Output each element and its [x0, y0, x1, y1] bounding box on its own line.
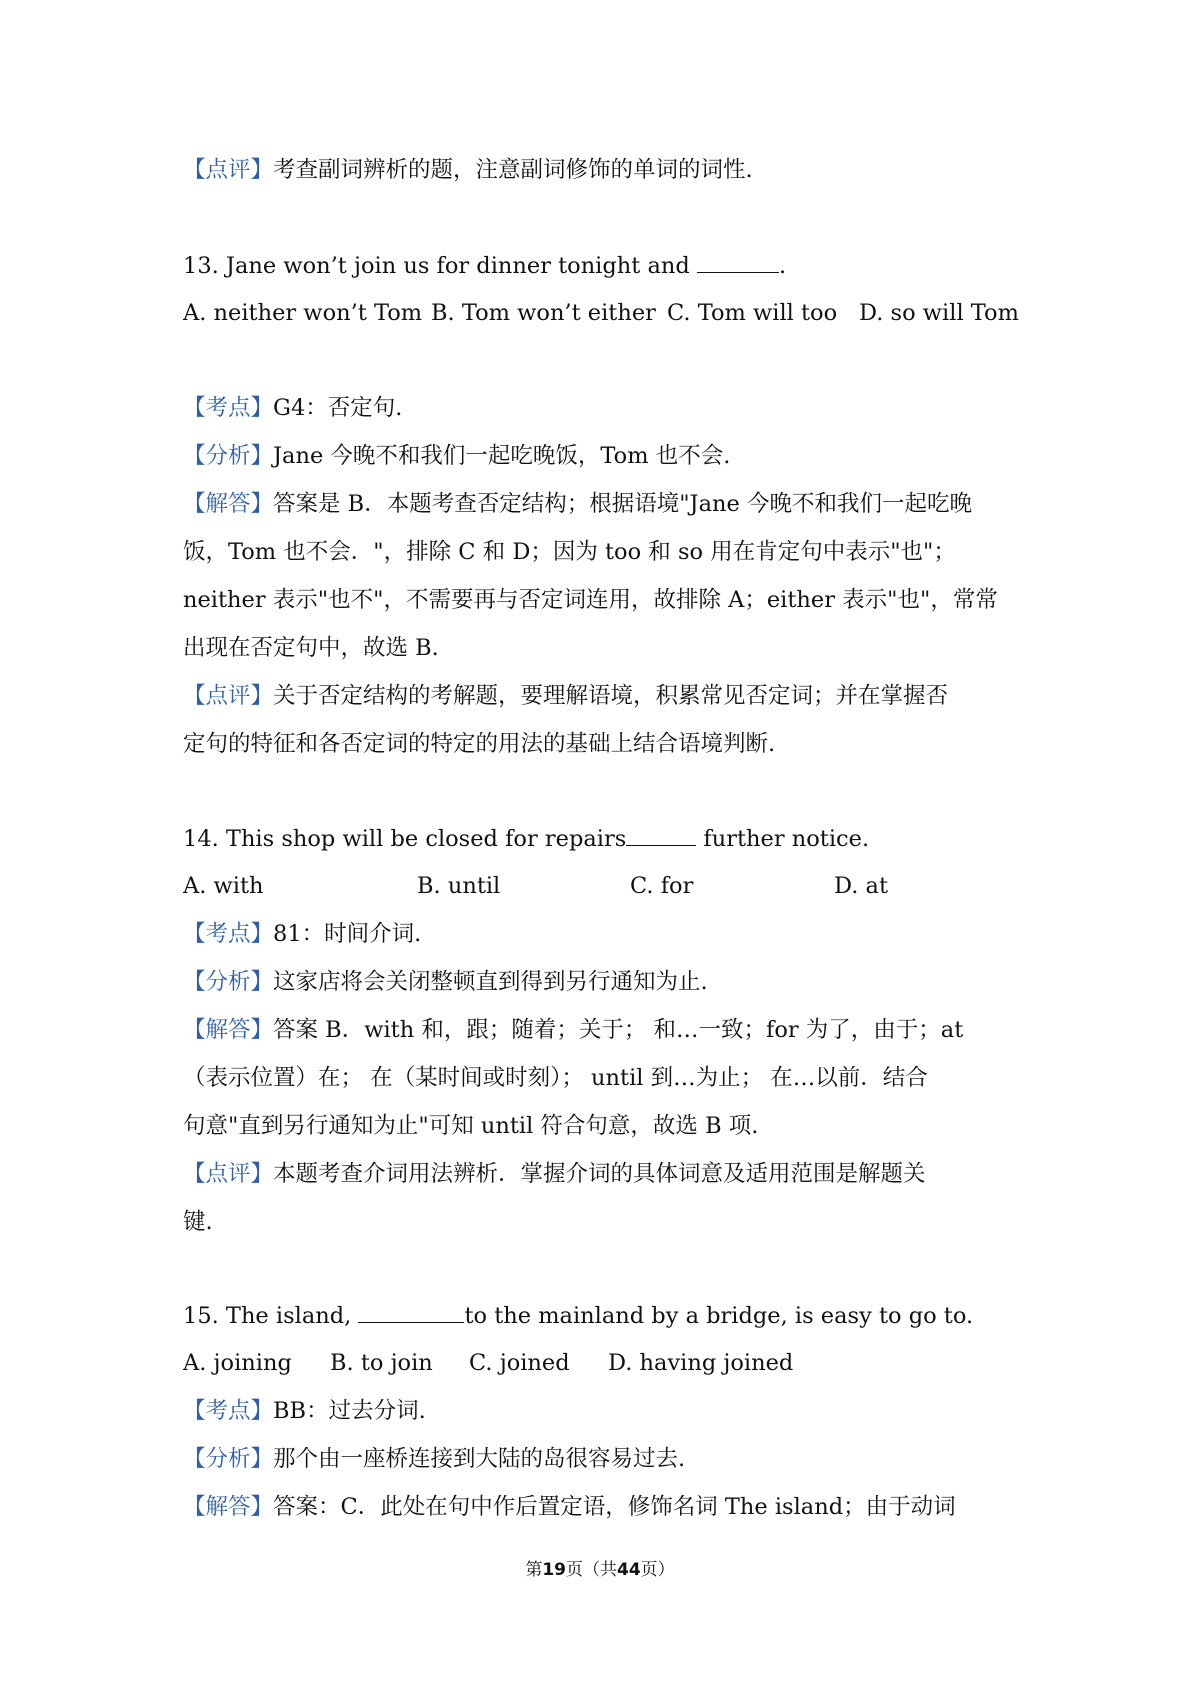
option-a: A. with — [183, 873, 264, 899]
question-14-stem — [183, 823, 869, 854]
dianping-text: 关于否定结构的考解题，要理解语境，积累常见否定词；并在掌握否 — [273, 683, 949, 709]
kaodian-tag: 【考点】 — [183, 921, 274, 947]
answer-blank — [358, 1300, 464, 1323]
option-b: B. to join — [330, 1350, 433, 1376]
jieda-text: 答案：C．此处在句中作后置定语，修饰名词 The island；由于动词 — [273, 1494, 956, 1520]
fenxi-line — [183, 1444, 685, 1474]
option-a: A. joining — [183, 1350, 292, 1376]
jieda-line: neither 表示"也不"，不需要再与否定词连用，故排除 A；either 表示"也"，常常 — [183, 587, 998, 613]
stem-text: 15. The island, — [183, 1303, 352, 1329]
kaodian-text: BB：过去分词. — [273, 1398, 426, 1424]
dianping-text: 本题考查介词用法辨析．掌握介词的具体词意及适用范围是解题关 — [273, 1161, 926, 1187]
fenxi-line — [183, 967, 708, 997]
option-d: D. at — [834, 873, 888, 899]
dianping-line: 键. — [183, 1209, 213, 1235]
jieda-line: （表示位置）在； 在（某时间或时刻）； until 到…为止； 在…以前．结合 — [183, 1065, 928, 1091]
kaodian-text: G4：否定句. — [273, 395, 403, 421]
dianping-tag: 【点评】 — [183, 1161, 274, 1187]
stem-text: 14. This shop will be closed for repairs — [183, 826, 627, 852]
page-footer — [0, 1558, 1200, 1582]
kaodian-tag: 【考点】 — [183, 1398, 274, 1424]
option-c: C. for — [630, 873, 694, 899]
option-c: C. Tom will too — [667, 300, 838, 326]
jieda-line: 饭，Tom 也不会．"，排除 C 和 D；因为 too 和 so 用在肯定句中表示"也"； — [183, 539, 956, 565]
kaodian-line — [183, 393, 402, 423]
jieda-tag: 【解答】 — [183, 1494, 274, 1520]
jieda-line — [183, 489, 972, 519]
stem-end: further notice. — [703, 826, 870, 852]
stem-end: to the mainland by a bridge, is easy to go to. — [464, 1303, 974, 1329]
fenxi-tag: 【分析】 — [183, 1446, 274, 1472]
fenxi-line — [183, 441, 730, 471]
jieda-line: 出现在否定句中，故选 B. — [183, 635, 439, 661]
dianping-line — [183, 681, 948, 711]
jieda-text: 答案是 B．本题考查否定结构；根据语境"Jane 今晚不和我们一起吃晚 — [273, 491, 972, 517]
footer-text: 页（共 — [566, 1560, 617, 1580]
jieda-tag: 【解答】 — [183, 491, 274, 517]
option-b: B. Tom won’t either — [431, 300, 656, 326]
footer-text: 页） — [640, 1560, 675, 1580]
dianping-line — [183, 1159, 926, 1189]
page-number: 19 — [542, 1560, 566, 1580]
comment-text: 考查副词辨析的题，注意副词修饰的单词的词性. — [273, 157, 753, 183]
jieda-line — [183, 1015, 963, 1045]
jieda-line — [183, 1492, 956, 1522]
page-total: 44 — [617, 1560, 641, 1580]
option-a: A. neither won’t Tom — [183, 300, 423, 326]
option-d: D. so will Tom — [859, 300, 1019, 326]
dianping-tag: 【点评】 — [183, 683, 274, 709]
option-b: B. until — [417, 873, 501, 899]
jieda-tag: 【解答】 — [183, 1017, 274, 1043]
fenxi-tag: 【分析】 — [183, 443, 274, 469]
dianping-line: 定句的特征和各否定词的特定的用法的基础上结合语境判断. — [183, 731, 776, 757]
kaodian-line — [183, 919, 421, 949]
answer-blank — [697, 250, 779, 273]
fenxi-text: 那个由一座桥连接到大陆的岛很容易过去. — [273, 1446, 686, 1472]
option-d: D. having joined — [608, 1350, 794, 1376]
stem-text: 13. Jane won’t join us for dinner tonight and — [183, 253, 690, 279]
fenxi-text: 这家店将会关闭整顿直到得到另行通知为止. — [273, 969, 708, 995]
kaodian-text: 81：时间介词. — [273, 921, 422, 947]
stem-end: . — [778, 253, 787, 279]
comment-line — [183, 155, 753, 185]
kaodian-line — [183, 1396, 426, 1426]
question-13-stem — [183, 250, 786, 281]
answer-blank — [626, 823, 696, 846]
kaodian-tag: 【考点】 — [183, 395, 274, 421]
question-15-stem — [183, 1300, 973, 1331]
fenxi-text: Jane 今晚不和我们一起吃晚饭，Tom 也不会. — [273, 443, 731, 469]
jieda-line: 句意"直到另行通知为止"可知 until 符合句意，故选 B 项. — [183, 1113, 759, 1139]
option-c: C. joined — [469, 1350, 570, 1376]
comment-tag: 【点评】 — [183, 157, 274, 183]
footer-text: 第 — [525, 1560, 543, 1580]
fenxi-tag: 【分析】 — [183, 969, 274, 995]
jieda-text: 答案 B．with 和，跟；随着；关于； 和…一致；for 为了，由于；at — [273, 1017, 964, 1043]
